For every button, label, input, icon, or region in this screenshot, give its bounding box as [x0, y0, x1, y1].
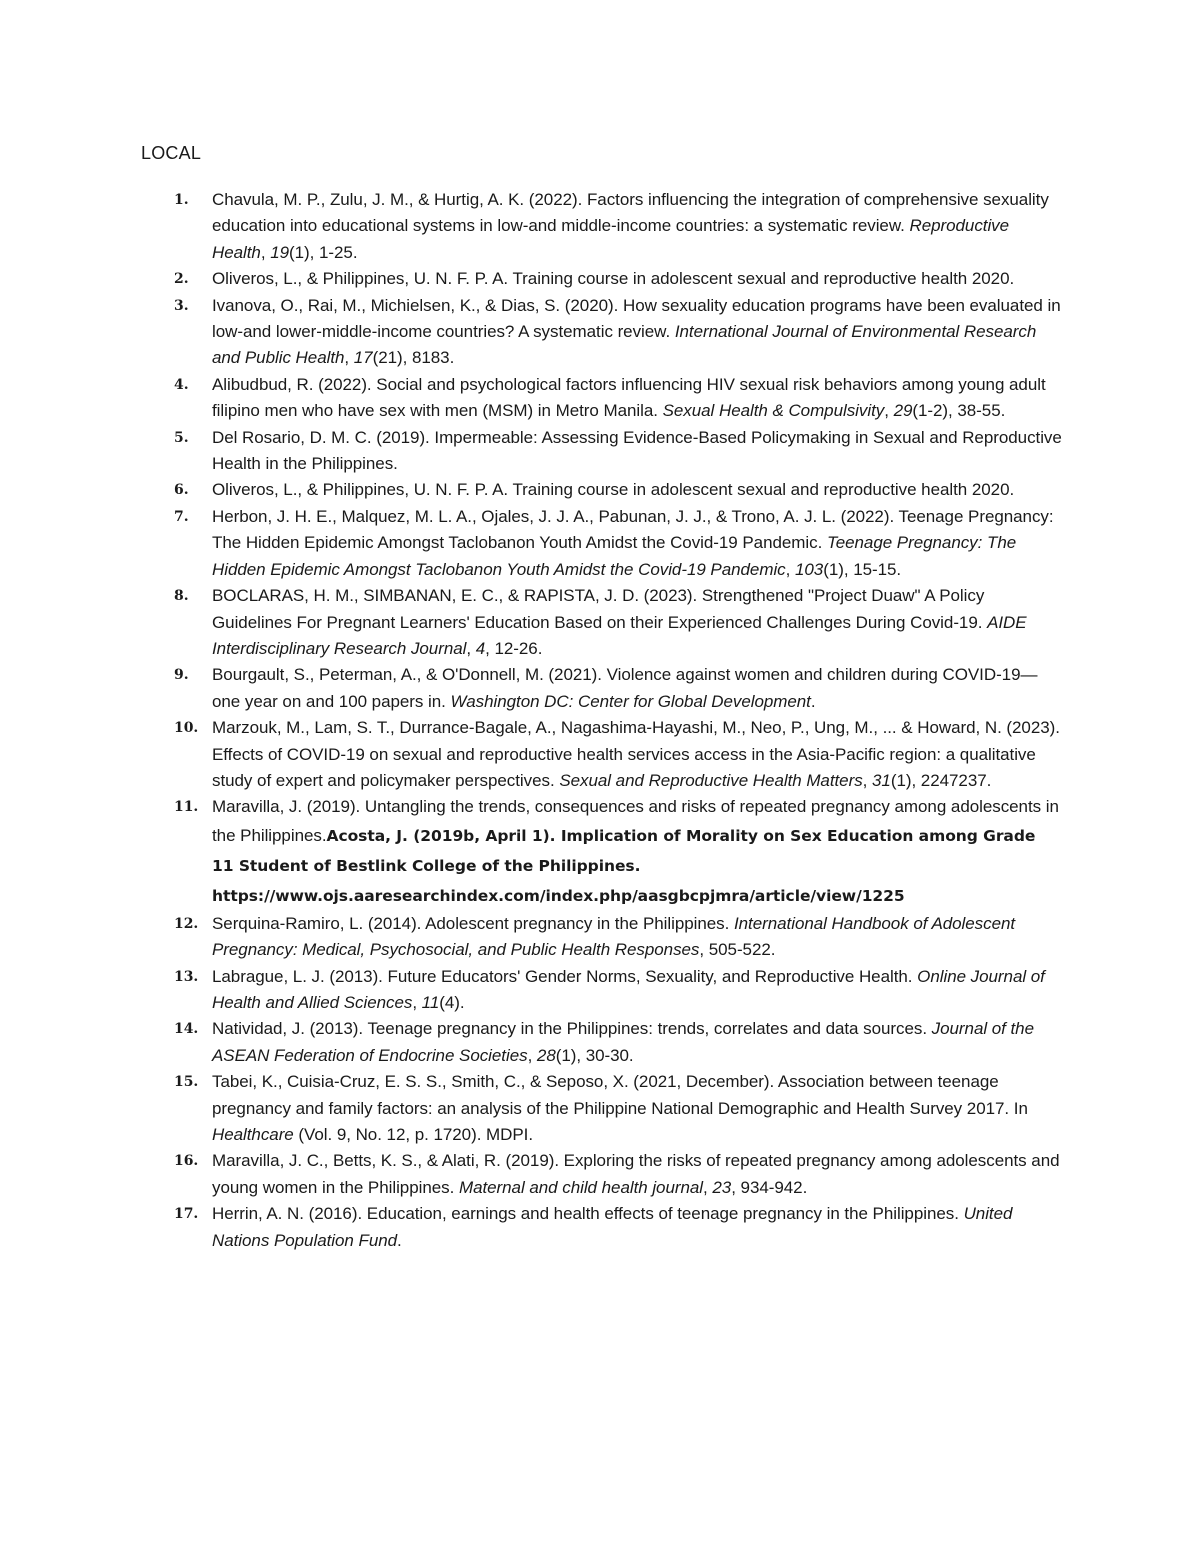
reference-item — [0, 425, 1062, 478]
reference-item — [0, 187, 1062, 266]
reference-volume: 23 — [712, 1177, 732, 1197]
reference-item — [0, 583, 1062, 662]
reference-text: Maravilla, J. (2019). Untangling the trends, consequences and risks of repeated pregnancy among adolescents in the Philippines. — [212, 797, 1059, 845]
reference-item — [0, 911, 1062, 964]
reference-text: Tabei, K., Cuisia-Cruz, E. S. S., Smith, C., & Seposo, X. (2021, December). Association between teenage pregnancy and family factors: an analysis of the Philippine National Demographic and Health Survey 2017. In — [212, 1072, 1028, 1118]
reference-text: Oliveros, L., & Philippines, U. N. F. P. A. Training course in adolescent sexual and reproductive health 2020. — [212, 269, 1015, 289]
reference-pages: (1), 1-25. — [289, 242, 358, 262]
reference-source: AIDE Interdisciplinary Research Journal — [212, 612, 1027, 658]
reference-number: 8. — [174, 588, 189, 605]
reference-number: 6. — [174, 482, 189, 499]
reference-source: Reproductive Health — [212, 216, 1010, 262]
reference-pages: , 505-522. — [699, 940, 776, 960]
reference-separator: , — [785, 559, 795, 579]
reference-volume: 103 — [795, 559, 824, 579]
reference-inserted-citation: Acosta, J. (2019b, April 1). Implication of Morality on Sex Education among Grade 11 Student of Bestlink College of the Philippines. https://www.ojs.aaresearchindex.com/index.php/aasgbcpjmra/article/view/1225 — [212, 826, 1036, 905]
reference-item — [0, 715, 1062, 794]
reference-pages: (1-2), 38-55. — [912, 401, 1006, 421]
reference-separator: , — [527, 1045, 537, 1065]
reference-volume: 17 — [353, 348, 373, 368]
reference-item — [0, 1148, 1062, 1201]
reference-number: 5. — [174, 429, 189, 446]
reference-item — [0, 1069, 1062, 1148]
reference-item — [0, 293, 1062, 372]
reference-number: 2. — [174, 271, 189, 288]
reference-separator: , — [862, 770, 873, 790]
reference-list — [0, 187, 1200, 1254]
section-heading: LOCAL — [141, 143, 202, 163]
reference-separator: , — [884, 401, 894, 421]
reference-separator: , — [344, 348, 354, 368]
reference-number: 11. — [174, 799, 199, 816]
reference-source: International Handbook of Adolescent Pregnancy: Medical, Psychosocial, and Public Health Responses — [212, 913, 1016, 960]
reference-pages: (1), 30-30. — [555, 1045, 634, 1065]
reference-number: 1. — [174, 192, 189, 208]
reference-separator: , — [412, 992, 422, 1012]
reference-pages: (1), 2247237. — [890, 770, 992, 790]
reference-number: 15. — [174, 1074, 199, 1091]
reference-text: Oliveros, L., & Philippines, U. N. F. P. A. Training course in adolescent sexual and reproductive health 2020. — [212, 480, 1015, 500]
reference-number: 13. — [174, 968, 199, 985]
reference-volume: 28 — [536, 1045, 556, 1065]
reference-source: Sexual Health & Compulsivity — [662, 401, 885, 421]
reference-separator: , — [260, 242, 271, 262]
reference-text: Bourgault, S., Peterman, A., & O'Donnell, M. (2021). Violence against women and children during COVID-19—one year on and 100 papers in. — [212, 665, 1038, 711]
reference-number: 12. — [174, 915, 199, 932]
reference-volume: 31 — [872, 770, 891, 790]
reference-volume: 11 — [421, 992, 440, 1012]
reference-pages: (4). — [439, 992, 465, 1012]
reference-text: Ivanova, O., Rai, M., Michielsen, K., & Dias, S. (2020). How sexuality education programs have been evaluated in low-and lower-middle-income countries? A systematic review. — [212, 295, 1061, 342]
reference-pages: . — [397, 1230, 402, 1250]
reference-pages: (21), 8183. — [372, 348, 455, 368]
reference-number: 14. — [174, 1021, 199, 1038]
reference-text: Marzouk, M., Lam, S. T., Durrance-Bagale, A., Nagashima-Hayashi, M., Neo, P., Ung, M., ... & Howard, N. (2023). Effects of COVID-19 on sexual and reproductive health services access in the Asia-Pacific region: a qualitative study of expert and policymaker perspectives. — [212, 718, 1060, 790]
reference-source: Maternal and child health journal — [458, 1177, 704, 1197]
reference-number: 10. — [174, 720, 199, 737]
reference-text: Chavula, M. P., Zulu, J. M., & Hurtig, A. K. (2022). Factors influencing the integration of comprehensive sexuality education into educational systems in low-and middle-income countries: a systematic review. — [212, 190, 1049, 236]
reference-volume: 19 — [270, 242, 290, 262]
reference-volume: 29 — [893, 401, 913, 421]
reference-item — [0, 1201, 1062, 1254]
reference-source: Washington DC: Center for Global Development — [450, 691, 811, 711]
reference-number: 9. — [174, 667, 189, 684]
reference-source: International Journal of Environmental Research and Public Health — [212, 322, 1037, 368]
reference-text: Herbon, J. H. E., Malquez, M. L. A., Ojales, J. J. A., Pabunan, J. J., & Trono, A. J. L. (2022). Teenage Pregnancy: The Hidden Epidemic Amongst Taclobanon Youth Amidst the Covid-19 Pandemic. — [212, 506, 1054, 553]
reference-pages: (Vol. 9, No. 12, p. 1720). MDPI. — [293, 1125, 534, 1144]
reference-source: Sexual and Reproductive Health Matters — [559, 770, 863, 790]
reference-source: Healthcare — [212, 1125, 294, 1144]
reference-number: 3. — [174, 297, 189, 314]
reference-volume: 4 — [475, 638, 486, 658]
reference-item — [0, 662, 1062, 715]
reference-number: 16. — [174, 1153, 199, 1170]
reference-source: Online Journal of Health and Allied Sciences — [212, 966, 1045, 1012]
reference-pages: (1), 15-15. — [823, 559, 902, 579]
reference-text: Natividad, J. (2013). Teenage pregnancy in the Philippines: trends, correlates and data sources. — [212, 1019, 932, 1039]
reference-separator: , — [703, 1177, 713, 1197]
reference-number: 17. — [174, 1206, 199, 1223]
reference-text: Serquina-Ramiro, L. (2014). Adolescent pregnancy in the Philippines. — [212, 913, 734, 933]
reference-item — [0, 1016, 1062, 1069]
reference-pages: . — [810, 691, 816, 711]
reference-number: 7. — [174, 508, 189, 525]
reference-text: Labrague, L. J. (2013). Future Educators' Gender Norms, Sexuality, and Reproductive Health. — [212, 966, 918, 986]
reference-item — [0, 477, 1062, 503]
reference-item — [0, 266, 1062, 292]
reference-text: Herrin, A. N. (2016). Education, earnings and health effects of teenage pregnancy in the Philippines. — [212, 1204, 964, 1224]
reference-text: Del Rosario, D. M. C. (2019). Impermeable: Assessing Evidence-Based Policymaking in Sexual and Reproductive Health in the Philippines. — [212, 427, 1062, 474]
reference-pages: , 12-26. — [485, 638, 543, 658]
reference-number: 4. — [174, 376, 189, 393]
reference-separator: , — [466, 638, 476, 658]
reference-source: Journal of the ASEAN Federation of Endocrine Societies — [212, 1019, 1034, 1065]
reference-item — [0, 372, 1062, 425]
reference-source: United Nations Population Fund — [212, 1204, 1013, 1250]
reference-pages: , 934-942. — [731, 1177, 808, 1197]
reference-text: Maravilla, J. C., Betts, K. S., & Alati, R. (2019). Exploring the risks of repeated pregnancy among adolescents and young women in the Philippines. — [212, 1151, 1060, 1197]
reference-item — [0, 794, 1062, 910]
reference-text: Alibudbud, R. (2022). Social and psychological factors influencing HIV sexual risk behaviors among young adult filipino men who have sex with men (MSM) in Metro Manila. — [212, 374, 1046, 421]
reference-source: Teenage Pregnancy: The Hidden Epidemic Amongst Taclobanon Youth Amidst the Covid-19 Pandemic — [212, 533, 1017, 579]
reference-item — [0, 504, 1062, 583]
reference-text: BOCLARAS, H. M., SIMBANAN, E. C., & RAPISTA, J. D. (2023). Strengthened "Project Duaw" A Policy Guidelines For Pregnant Learners' Education Based on their Experienced Challenges During Covid-19. — [212, 586, 988, 632]
reference-item — [0, 964, 1062, 1017]
